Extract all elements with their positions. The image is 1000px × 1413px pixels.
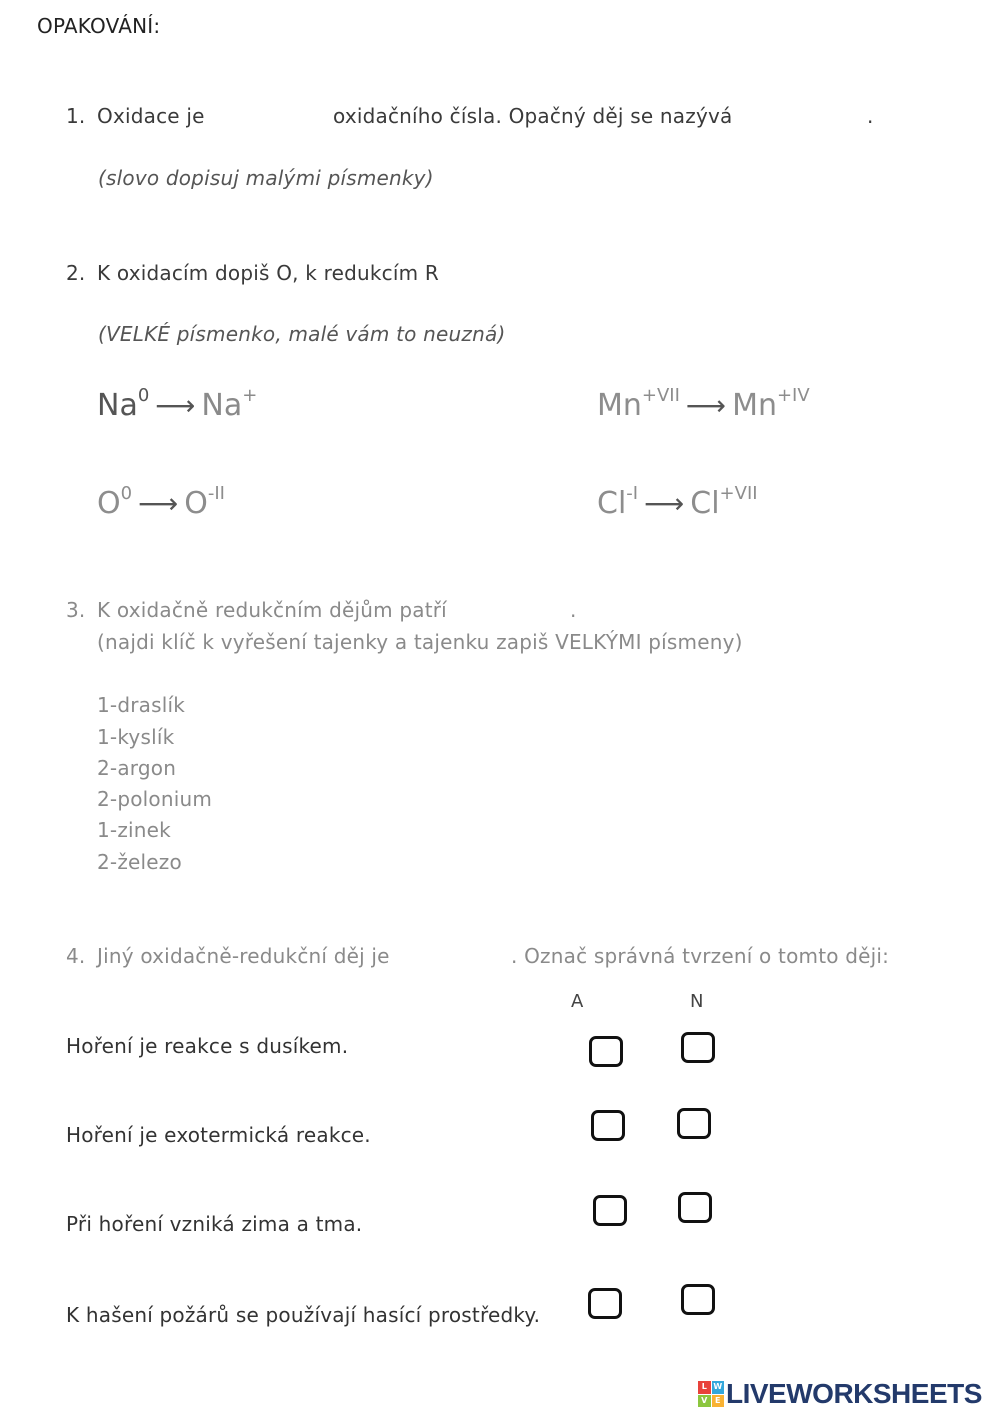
statement-3: Při hoření vzniká zima a tma. bbox=[66, 1212, 363, 1236]
checkbox-n-1[interactable] bbox=[681, 1032, 715, 1063]
arrow-icon: ⟶ bbox=[685, 389, 727, 422]
reactant-oxidation-state: +VII bbox=[641, 385, 680, 406]
logo-icon-cell: L bbox=[698, 1381, 711, 1394]
checkbox-a-3[interactable] bbox=[593, 1195, 627, 1226]
reaction-na bbox=[97, 385, 258, 423]
q1-answer-field-2[interactable] bbox=[705, 100, 865, 130]
product-oxidation-state: + bbox=[242, 385, 258, 406]
checkbox-n-2[interactable] bbox=[677, 1108, 711, 1139]
arrow-icon: ⟶ bbox=[138, 487, 179, 520]
q3-period: . bbox=[570, 598, 577, 622]
logo-text: LIVEWORKSHEETS bbox=[726, 1378, 982, 1409]
key-item: 1-zinek bbox=[97, 818, 171, 842]
checkbox-n-4[interactable] bbox=[681, 1284, 715, 1315]
arrow-icon: ⟶ bbox=[644, 487, 685, 520]
column-header-n: N bbox=[690, 991, 704, 1012]
liveworksheets-logo bbox=[698, 1379, 982, 1409]
q4-number: 4. bbox=[66, 944, 86, 968]
product: Cl bbox=[690, 486, 720, 521]
q1-period: . bbox=[867, 104, 874, 128]
q1-text-part1: Oxidace je bbox=[97, 104, 205, 128]
reactant-oxidation-state: 0 bbox=[137, 385, 150, 406]
logo-icon bbox=[698, 1381, 724, 1407]
reactant: O bbox=[97, 486, 121, 521]
checkbox-n-3[interactable] bbox=[678, 1192, 712, 1223]
product-oxidation-state: -II bbox=[207, 483, 225, 504]
statement-2: Hoření je exotermická reakce. bbox=[66, 1123, 371, 1147]
q3-answer-field[interactable] bbox=[430, 594, 565, 624]
q2-note: (VELKÉ písmenko, malé vám to neuzná) bbox=[98, 322, 506, 346]
product: O bbox=[184, 486, 208, 521]
product: Mn bbox=[732, 388, 777, 423]
key-item: 1-kyslík bbox=[97, 725, 175, 749]
reactant-oxidation-state: 0 bbox=[120, 483, 133, 504]
checkbox-a-1[interactable] bbox=[589, 1036, 623, 1067]
q3-text: K oxidačně redukčním dějům patří bbox=[97, 598, 447, 622]
arrow-icon: ⟶ bbox=[155, 389, 196, 422]
key-item: 2-polonium bbox=[97, 787, 213, 811]
reactant: Cl bbox=[597, 486, 627, 521]
logo-icon-cell: W bbox=[712, 1381, 725, 1394]
page-title: OPAKOVÁNÍ: bbox=[37, 14, 161, 38]
q1-note: (slovo dopisuj malými písmenky) bbox=[98, 166, 434, 190]
product-oxidation-state: +IV bbox=[776, 385, 810, 406]
logo-icon-cell: E bbox=[712, 1395, 725, 1408]
q1-number: 1. bbox=[66, 104, 86, 128]
key-item: 1-draslík bbox=[97, 693, 186, 717]
q4-text-part1: Jiný oxidačně-redukční děj je bbox=[97, 944, 390, 968]
checkbox-a-2[interactable] bbox=[591, 1110, 625, 1141]
logo-icon-cell: V bbox=[698, 1395, 711, 1408]
reactant: Mn bbox=[597, 388, 642, 423]
reaction-o bbox=[97, 483, 225, 521]
q3-note: (najdi klíč k vyřešení tajenky a tajenku zapiš VELKÝMI písmeny) bbox=[97, 630, 743, 654]
q2-text: K oxidacím dopiš O, k redukcím R bbox=[97, 261, 439, 285]
column-header-a: A bbox=[571, 991, 584, 1012]
statement-4: K hašení požárů se používají hasící prostředky. bbox=[66, 1303, 541, 1327]
key-item: 2-železo bbox=[97, 850, 182, 874]
reaction-mn bbox=[597, 385, 810, 423]
checkbox-a-4[interactable] bbox=[588, 1288, 622, 1319]
key-item: 2-argon bbox=[97, 756, 177, 780]
q4-text-part2: . Označ správná tvrzení o tomto ději: bbox=[511, 944, 890, 968]
q1-text-part2: oxidačního čísla. Opačný děj se nazývá bbox=[333, 104, 733, 128]
product-oxidation-state: +VII bbox=[719, 483, 758, 504]
reactant-oxidation-state: -I bbox=[626, 483, 639, 504]
q2-number: 2. bbox=[66, 261, 86, 285]
q4-answer-field[interactable] bbox=[370, 940, 508, 970]
q3-number: 3. bbox=[66, 598, 86, 622]
product: Na bbox=[201, 388, 243, 423]
reaction-cl bbox=[597, 483, 758, 521]
statement-1: Hoření je reakce s dusíkem. bbox=[66, 1034, 349, 1058]
reactant: Na bbox=[97, 388, 138, 423]
q1-answer-field-1[interactable] bbox=[196, 100, 326, 130]
